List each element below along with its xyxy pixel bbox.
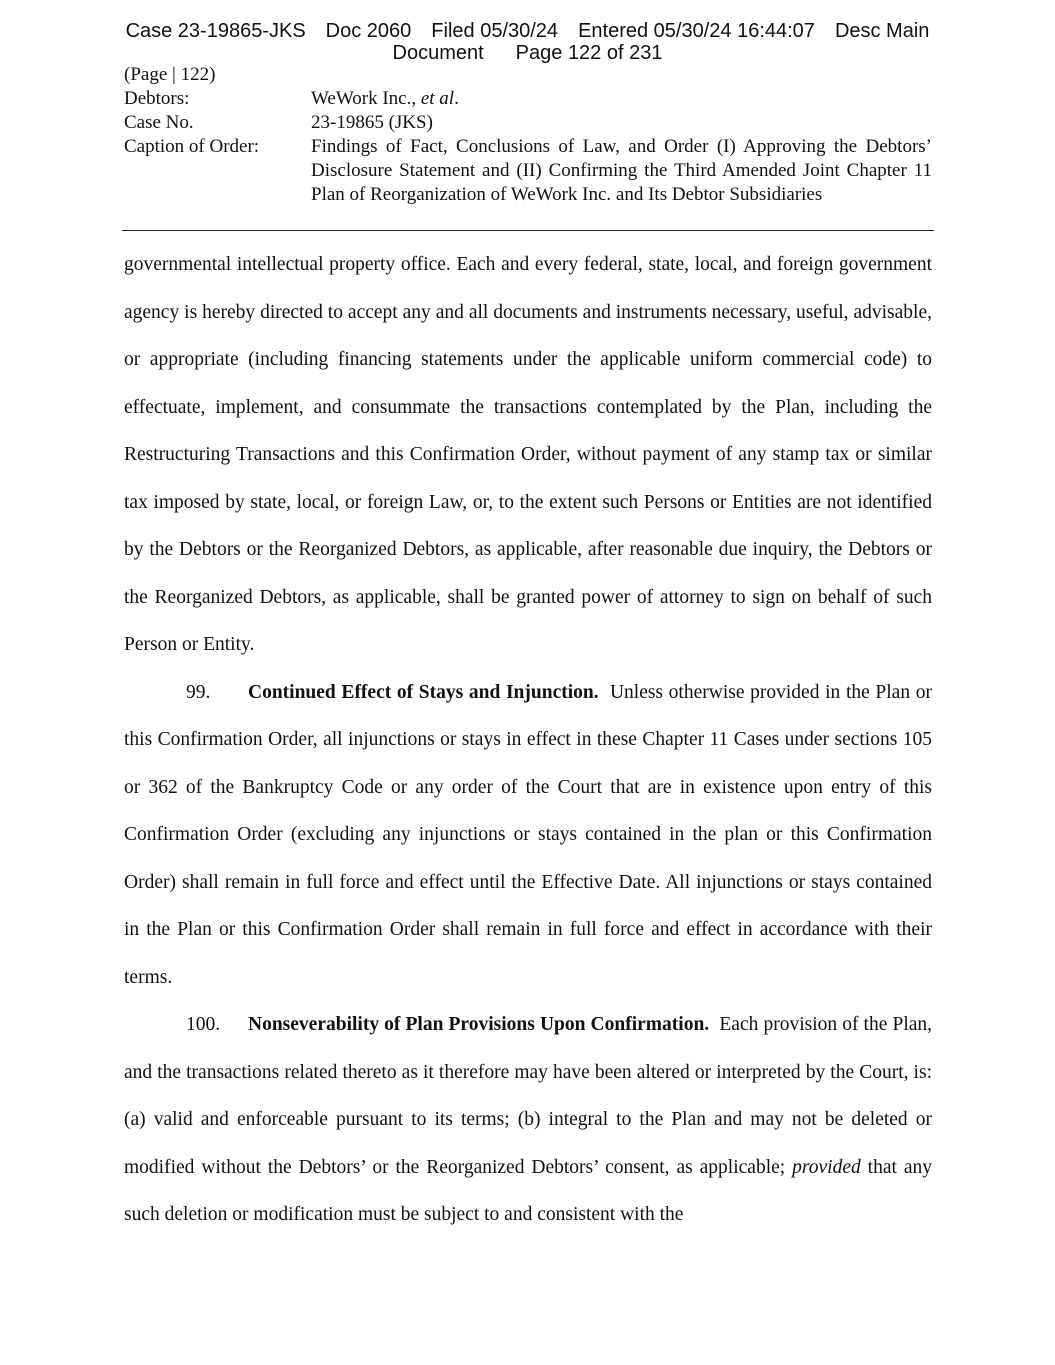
caption-debtors-value: [311, 87, 932, 111]
ecf-header-line-2: [0, 42, 1055, 64]
ecf-header-line-1: [0, 20, 1055, 42]
caption-page-ref: (Page | 122): [124, 64, 216, 85]
ecf-filed-date: Filed 05/30/24: [431, 20, 559, 42]
caption-case-value: 23-19865 (JKS): [311, 112, 433, 133]
paragraph-100: [124, 1001, 932, 1239]
caption-order-value: Findings of Fact, Conclusions of Law, and Order (I) Approving the Debtors’ Disclosure Statement and (II) Confirming the Third Amended Joint Chapter 11 Plan of Reorganization of WeWork Inc. and Its Debtor Subsidiaries: [311, 136, 932, 205]
paragraph-99-heading: Continued Effect of Stays and Injunction.: [248, 681, 599, 703]
paragraph-100-provided: provided: [792, 1156, 861, 1178]
case-caption: [124, 63, 932, 207]
caption-divider: [122, 230, 934, 231]
ecf-page-count: Page 122 of 231: [515, 42, 663, 64]
ecf-doc-number: Doc 2060: [325, 20, 412, 42]
caption-order-row: [124, 135, 932, 207]
paragraph-100-tail: that any such deletion or modification must be subject to and consistent with the: [124, 1156, 932, 1225]
ecf-entered-date: Entered 05/30/24 16:44:07: [578, 20, 815, 42]
paragraph-100-number: 100.: [186, 1014, 221, 1035]
debtors-period: .: [454, 88, 459, 109]
paragraph-99: [124, 669, 932, 1002]
caption-debtors-label: Debtors:: [124, 88, 190, 109]
continuation-paragraph: governmental intellectual property office. Each and every federal, state, local, and foreign government agency is hereby directed to accept any and all documents and instruments necessary, useful, advisable, or appropriate (including financing statements under the applicable uniform commercial code) to effectuate, implement, and consummate the transactions contemplated by the Plan, including the Restructuring Transactions and this Confirmation Order, without payment of any stamp tax or similar tax imposed by state, local, or foreign Law, or, to the extent such Persons or Entities are not identified by the Debtors or the Reorganized Debtors, as applicable, after reasonable due inquiry, the Debtors or the Reorganized Debtors, as applicable, shall be granted power of attorney to sign on behalf of such Person or Entity.: [124, 254, 932, 655]
document-body: [124, 241, 932, 1239]
caption-order-label: Caption of Order:: [124, 136, 260, 157]
ecf-desc: Desc Main: [834, 20, 930, 42]
paragraph-99-text: Unless otherwise provided in the Plan or this Confirmation Order, all injunctions or stays in effect in these Chapter 11 Cases under sections 105 or 362 of the Bankruptcy Code or any order of the Court that are in existence upon entry of this Confirmation Order (excluding any injunctions or stays contained in the plan or this Confirmation Order) shall remain in full force and effect until the Effective Date. All injunctions or stays contained in the Plan or this Confirmation Order shall remain in full force and effect in accordance with their terms.: [124, 681, 932, 988]
ecf-document-label: Document: [392, 42, 484, 64]
debtors-name: WeWork Inc.,: [311, 88, 421, 109]
ecf-case-number: Case 23-19865-JKS: [125, 20, 306, 42]
paragraph-99-number: 99.: [186, 681, 211, 703]
caption-debtors-row: [124, 87, 932, 111]
caption-case-row: [124, 111, 932, 135]
ecf-header: [0, 20, 1055, 64]
debtors-et-al: et al: [420, 88, 455, 109]
paragraph-100-text: Each provision of the Plan, and the transactions related thereto as it therefore may have been altered or interpreted by the Court, is: (a) valid and enforceable pursuant to its terms; (b) integral to the Plan and may not be deleted or modified without the Debtors’ or the Reorganized Debtors’ consent, as applicable;: [124, 1014, 933, 1178]
caption-case-label: Case No.: [124, 112, 194, 133]
paragraph-100-heading: Nonseverability of Plan Provisions Upon Confirmation.: [248, 1014, 710, 1035]
